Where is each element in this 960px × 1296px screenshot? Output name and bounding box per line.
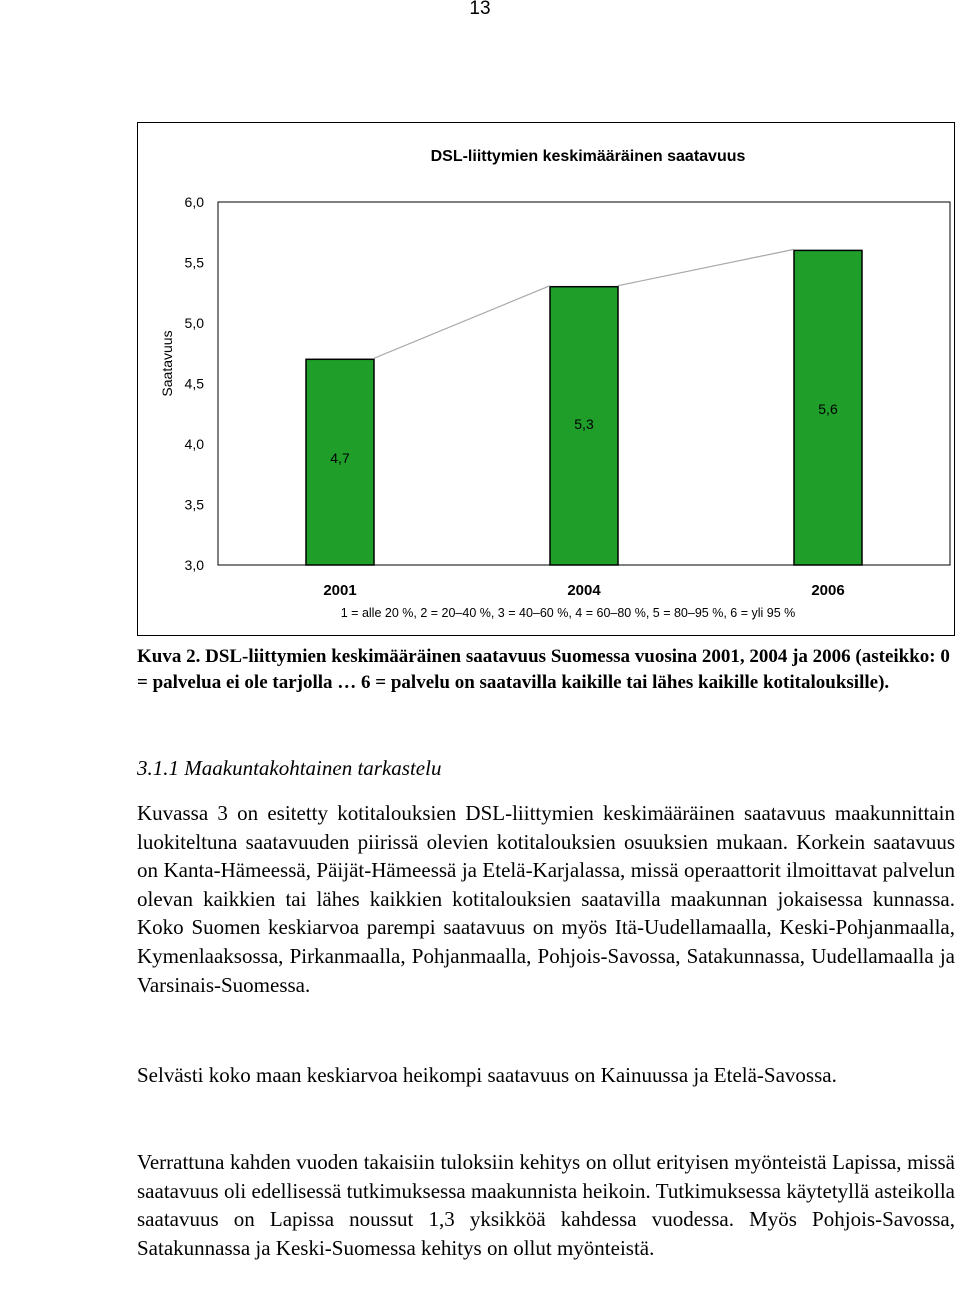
- trend-line: [374, 286, 550, 359]
- chart-title: DSL-liittymien keskimääräinen saatavuus: [430, 148, 746, 165]
- body-paragraph-3: Verrattuna kahden vuoden takaisiin tuloksiin kehitys on ollut erityisen myönteistä Lapissa, missä saatavuus oli edellisessä tutkimuksessa maakunnista heikoin. Tutkimuksessa käytetyllä asteikolla saatavuus on Lapissa noussut 1,3 yksikköä kahdessa vuodessa. Myös Pohjois-Savossa, Satakunnassa ja Keski-Suomessa kehitys on ollut myönteistä.: [137, 1150, 955, 1260]
- y-tick-label: 3,0: [184, 557, 204, 573]
- y-tick-label: 5,5: [184, 254, 204, 271]
- section-heading: 3.1.1 Maakuntakohtainen tarkastelu: [137, 756, 442, 780]
- data-label: 5,6: [818, 401, 838, 417]
- chart-frame: [137, 122, 955, 636]
- figure-caption: Kuva 2. DSL-liittymien keskimääräinen saatavuus Suomessa vuosina 2001, 2004 ja 2006 (asteikko: 0 = palvelua ei ole tarjolla … 6 = palvelu on saatavilla kaikille tai lähes kaikille kotitalouksille).: [137, 646, 950, 693]
- x-axis-label: 1 = alle 20 %, 2 = 20–40 %, 3 = 40–60 %, 4 = 60–80 %, 5 = 80–95 %, 6 = yli 95 %: [340, 606, 796, 620]
- y-tick-label: 6,0: [184, 194, 204, 210]
- page-number: 13: [469, 0, 491, 19]
- x-tick-label: 2006: [811, 582, 845, 599]
- y-tick-label: 4,5: [184, 375, 204, 392]
- body-paragraph-2: Selvästi koko maan keskiarvoa heikompi saatavuus on Kainuussa ja Etelä-Savossa.: [137, 1063, 837, 1087]
- chart: [138, 123, 954, 635]
- trend-line: [618, 249, 794, 285]
- x-tick-label: 2004: [567, 582, 601, 599]
- x-tick-label: 2001: [323, 582, 357, 599]
- data-label: 5,3: [574, 416, 594, 432]
- data-label: 4,7: [330, 450, 350, 466]
- body-paragraph-1: Kuvassa 3 on esitetty kotitalouksien DSL-liittymien keskimääräinen saatavuus maakunnittain luokiteltuna saatavuuden piirissä olevien kotitalouksien osuuksien mukaan. Korkein saatavuus on Kanta-Hämeessä, Päijät-Hämeessä ja Etelä-Karjalassa, missä operaattorit ilmoittavat palvelun olevan kaikkien tai lähes kaikkien kotitalouksien saatavilla maakunnan jokaisessa kunnassa. Koko Suomen keskiarvoa parempi saatavuus on myös Itä-Uudellamaalla, Keski-Pohjanmaalla, Kymenlaaksossa, Pirkanmaalla, Pohjanmaalla, Pohjois-Savossa, Satakunnassa, Uudellamaalla ja Varsinais-Suomessa.: [137, 801, 955, 997]
- y-tick-label: 5,0: [184, 315, 204, 331]
- y-tick-label: 3,5: [184, 496, 204, 513]
- y-axis-label: Saatavuus: [159, 330, 175, 397]
- y-tick-label: 4,0: [184, 436, 204, 452]
